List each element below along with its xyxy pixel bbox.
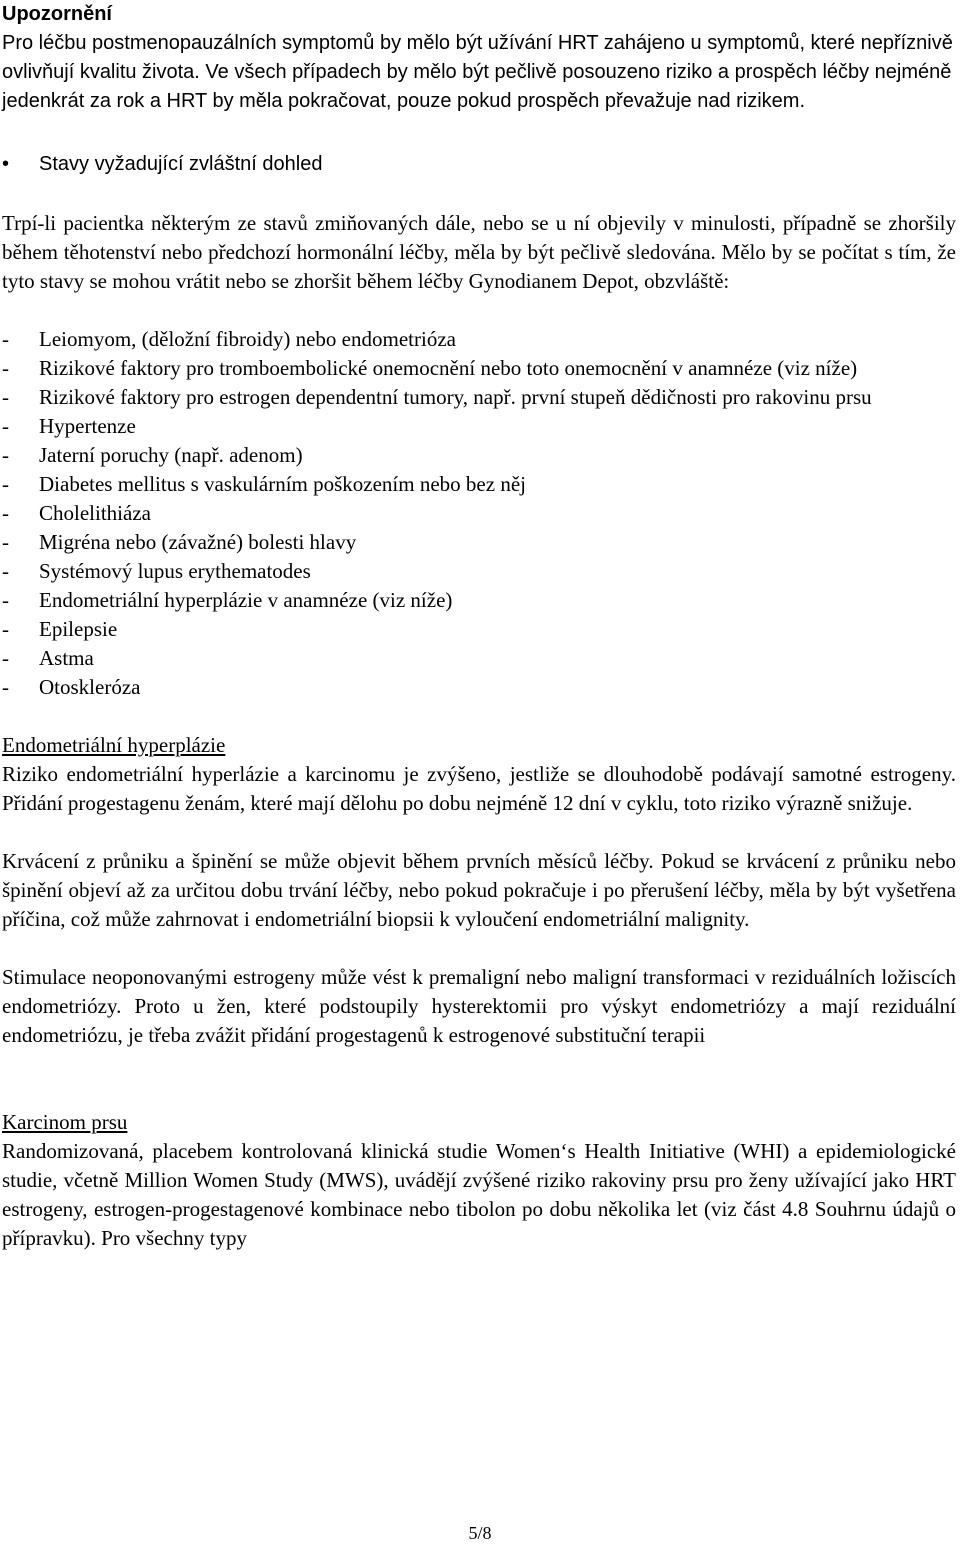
- dash-marker: -: [2, 617, 9, 641]
- endometrial-paragraph-1: Riziko endometriální hyperlázie a karcinomu je zvýšeno, jestliže se dlouhodobě podávají samotné estrogeny. Přidání progestagenu ženám, které mají dělohu po dobu nejméně 12 dní v cyklu, toto riziko výrazně snižuje.: [2, 762, 956, 815]
- list-item: - Cholelithiáza: [2, 499, 956, 528]
- list-item: - Endometriální hyperplázie v anamnéze (viz níže): [2, 586, 956, 615]
- dash-marker: -: [2, 588, 9, 612]
- list-item: - Leiomyom, (děložní fibroidy) nebo endometrióza: [2, 325, 956, 354]
- document-page: [2, 0, 956, 1253]
- breast-paragraph-1: Randomizovaná, placebem kontrolovaná klinická studie Women‘s Health Initiative (WHI) a epidemiologické studie, včetně Million Women Study (MWS), uvádějí zvýšené riziko rakoviny prsu pro ženy užívající jako HRT estrogeny, estrogen-progestagenové kombinace nebo tibolon po dobu několika let (viz část 4.8 Souhrnu údajů o přípravku). Pro všechny typy: [2, 1139, 956, 1250]
- list-item: - Otoskleróza: [2, 673, 956, 702]
- surveillance-bullet-heading: [2, 150, 956, 179]
- warning-heading: Upozornění: [2, 3, 112, 25]
- dash-marker: -: [2, 472, 9, 496]
- endometrial-paragraph-2: Krvácení z průniku a špinění se může objevit během prvních měsíců léčby. Pokud se krvácení z průniku nebo špinění objeví až za určitou dobu trvání léčby, nebo pokud pokračuje i po přerušení léčby, měla by být vyšetřena příčina, což může zahrnovat i endometriální biopsii k vyloučení endometriální malignity.: [2, 849, 956, 931]
- warning-paragraph: Pro léčbu postmenopauzálních symptomů by mělo být užívání HRT zahájeno u symptomů, které nepříznivě ovlivňují kvalitu života. Ve všech případech by mělo být pečlivě posouzeno riziko a prospěch léčby nejméně jedenkrát za rok a HRT by měla pokračovat, pouze pokud prospěch převažuje nad rizikem.: [2, 32, 953, 112]
- dash-marker: -: [2, 385, 9, 409]
- page-number: 5/8: [468, 1523, 492, 1543]
- list-item: - Systémový lupus erythematodes: [2, 557, 956, 586]
- list-item: - Rizikové faktory pro estrogen dependentní tumory, např. první stupeň dědičnosti pro rakovinu prsu: [2, 383, 956, 412]
- conditions-list: [2, 325, 956, 702]
- dash-marker: -: [2, 559, 9, 583]
- bullet-icon: •: [2, 153, 10, 175]
- list-item: - Jaterní poruchy (např. adenom): [2, 441, 956, 470]
- list-item: - Epilepsie: [2, 615, 956, 644]
- dash-marker: -: [2, 675, 9, 699]
- surveillance-heading: Stavy vyžadující zvláštní dohled: [39, 153, 323, 175]
- list-item: - Rizikové faktory pro tromboembolické onemocnění nebo toto onemocnění v anamnéze (viz níže): [2, 354, 956, 383]
- dash-marker: -: [2, 327, 9, 351]
- dash-marker: -: [2, 530, 9, 554]
- list-item: - Astma: [2, 644, 956, 673]
- dash-marker: -: [2, 646, 9, 670]
- endometrial-heading: Endometriální hyperplázie: [2, 733, 226, 757]
- dash-marker: -: [2, 414, 9, 438]
- breast-heading: Karcinom prsu: [2, 1110, 128, 1134]
- list-item: - Diabetes mellitus s vaskulárním poškozením nebo bez něj: [2, 470, 956, 499]
- list-item: - Migréna nebo (závažné) bolesti hlavy: [2, 528, 956, 557]
- list-item: - Hypertenze: [2, 412, 956, 441]
- dash-marker: -: [2, 356, 9, 380]
- dash-marker: -: [2, 501, 9, 525]
- dash-marker: -: [2, 443, 9, 467]
- endometrial-paragraph-3: Stimulace neoponovanými estrogeny může vést k premaligní nebo maligní transformaci v reziduálních ložiscích endometriózy. Proto u žen, které podstoupily hysterektomii pro výskyt endometriózy a mají reziduální endometriózu, je třeba zvážit přidání progestagenů k estrogenové substituční terapii: [2, 965, 956, 1047]
- surveillance-intro: Trpí-li pacientka některým ze stavů zmiňovaných dále, nebo se u ní objevily v minulosti, případně se zhoršily během těhotenství nebo předchozí hormonální léčby, měla by být pečlivě sledována. Mělo by se počítat s tím, že tyto stavy se mohou vrátit nebo se zhoršit během léčby Gynodianem Depot, obzvláště:: [2, 211, 956, 293]
